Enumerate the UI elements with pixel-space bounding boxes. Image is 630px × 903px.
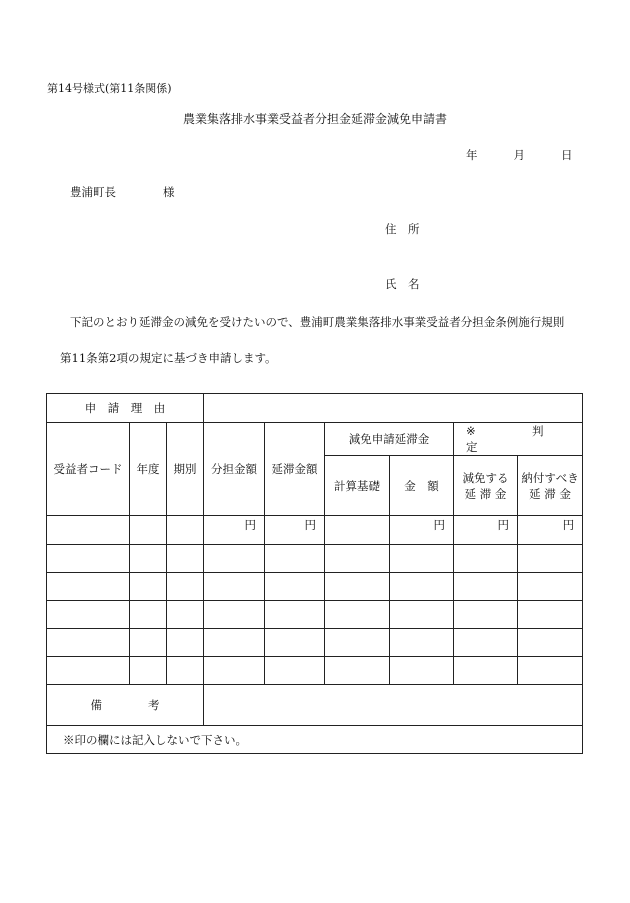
col-period: 期別 <box>167 423 204 516</box>
payable-late-fee-line1: 納付すべき <box>521 470 579 485</box>
application-table <box>46 393 599 754</box>
table-row <box>47 516 583 545</box>
yen-unit: 円 <box>265 516 325 545</box>
table-row <box>47 657 583 685</box>
col-share-amount: 分担金額 <box>204 423 265 516</box>
judgement-mark: ※ <box>466 424 476 438</box>
col-fiscal-year: 年度 <box>130 423 167 516</box>
reduced-late-fee-line1: 減免する <box>462 470 509 485</box>
judgement-label: 判 定 <box>466 424 599 454</box>
application-reason-field[interactable] <box>204 394 583 423</box>
addressee <box>70 184 175 200</box>
body-text-line-1: 下記のとおり延滞金の減免を受けたいので、豊浦町農業集落排水事業受益者分担金条例施行規則 <box>70 315 565 329</box>
col-payable-late-fee <box>518 456 583 516</box>
col-reduced-late-fee <box>454 456 518 516</box>
yen-unit: 円 <box>204 516 265 545</box>
col-group-reduction-request: 減免申請延滞金 <box>325 423 454 456</box>
body-text-line-2: 第11条第2項の規定に基づき申請します。 <box>60 351 277 365</box>
footnote: ※印の欄には記入しないで下さい。 <box>47 726 583 754</box>
table-row <box>47 573 583 601</box>
date-year-label: 年 <box>466 148 478 162</box>
col-calc-basis: 計算基礎 <box>325 456 390 516</box>
name-label: 氏 名 <box>385 277 420 291</box>
yen-unit: 円 <box>518 516 583 545</box>
addressee-name: 豊浦町長 <box>70 185 116 199</box>
form-number: 第14号様式(第11条関係) <box>47 82 172 95</box>
reduced-late-fee-line2: 延 滞 金 <box>464 486 507 501</box>
table-row <box>47 629 583 657</box>
date-month-label: 月 <box>513 148 525 162</box>
table-row <box>47 601 583 629</box>
document-title: 農業集落排水事業受益者分担金延滞金減免申請書 <box>182 112 447 126</box>
remarks-field[interactable] <box>204 685 583 726</box>
col-beneficiary-code: 受益者コード <box>47 423 130 516</box>
col-late-fee-amount: 延滞金額 <box>265 423 325 516</box>
application-reason-label: 申 請 理 由 <box>47 394 204 423</box>
yen-unit: 円 <box>390 516 454 545</box>
payable-late-fee-line2: 延 滞 金 <box>529 486 571 501</box>
col-amount: 金 額 <box>390 456 454 516</box>
date-day-label: 日 <box>561 148 573 162</box>
address-label: 住 所 <box>385 222 420 236</box>
yen-unit: 円 <box>454 516 518 545</box>
addressee-honorific: 様 <box>163 185 175 199</box>
remarks-label: 備 考 <box>47 685 204 726</box>
table-row <box>47 545 583 573</box>
col-group-judgement <box>454 423 599 456</box>
date-line <box>466 147 573 163</box>
